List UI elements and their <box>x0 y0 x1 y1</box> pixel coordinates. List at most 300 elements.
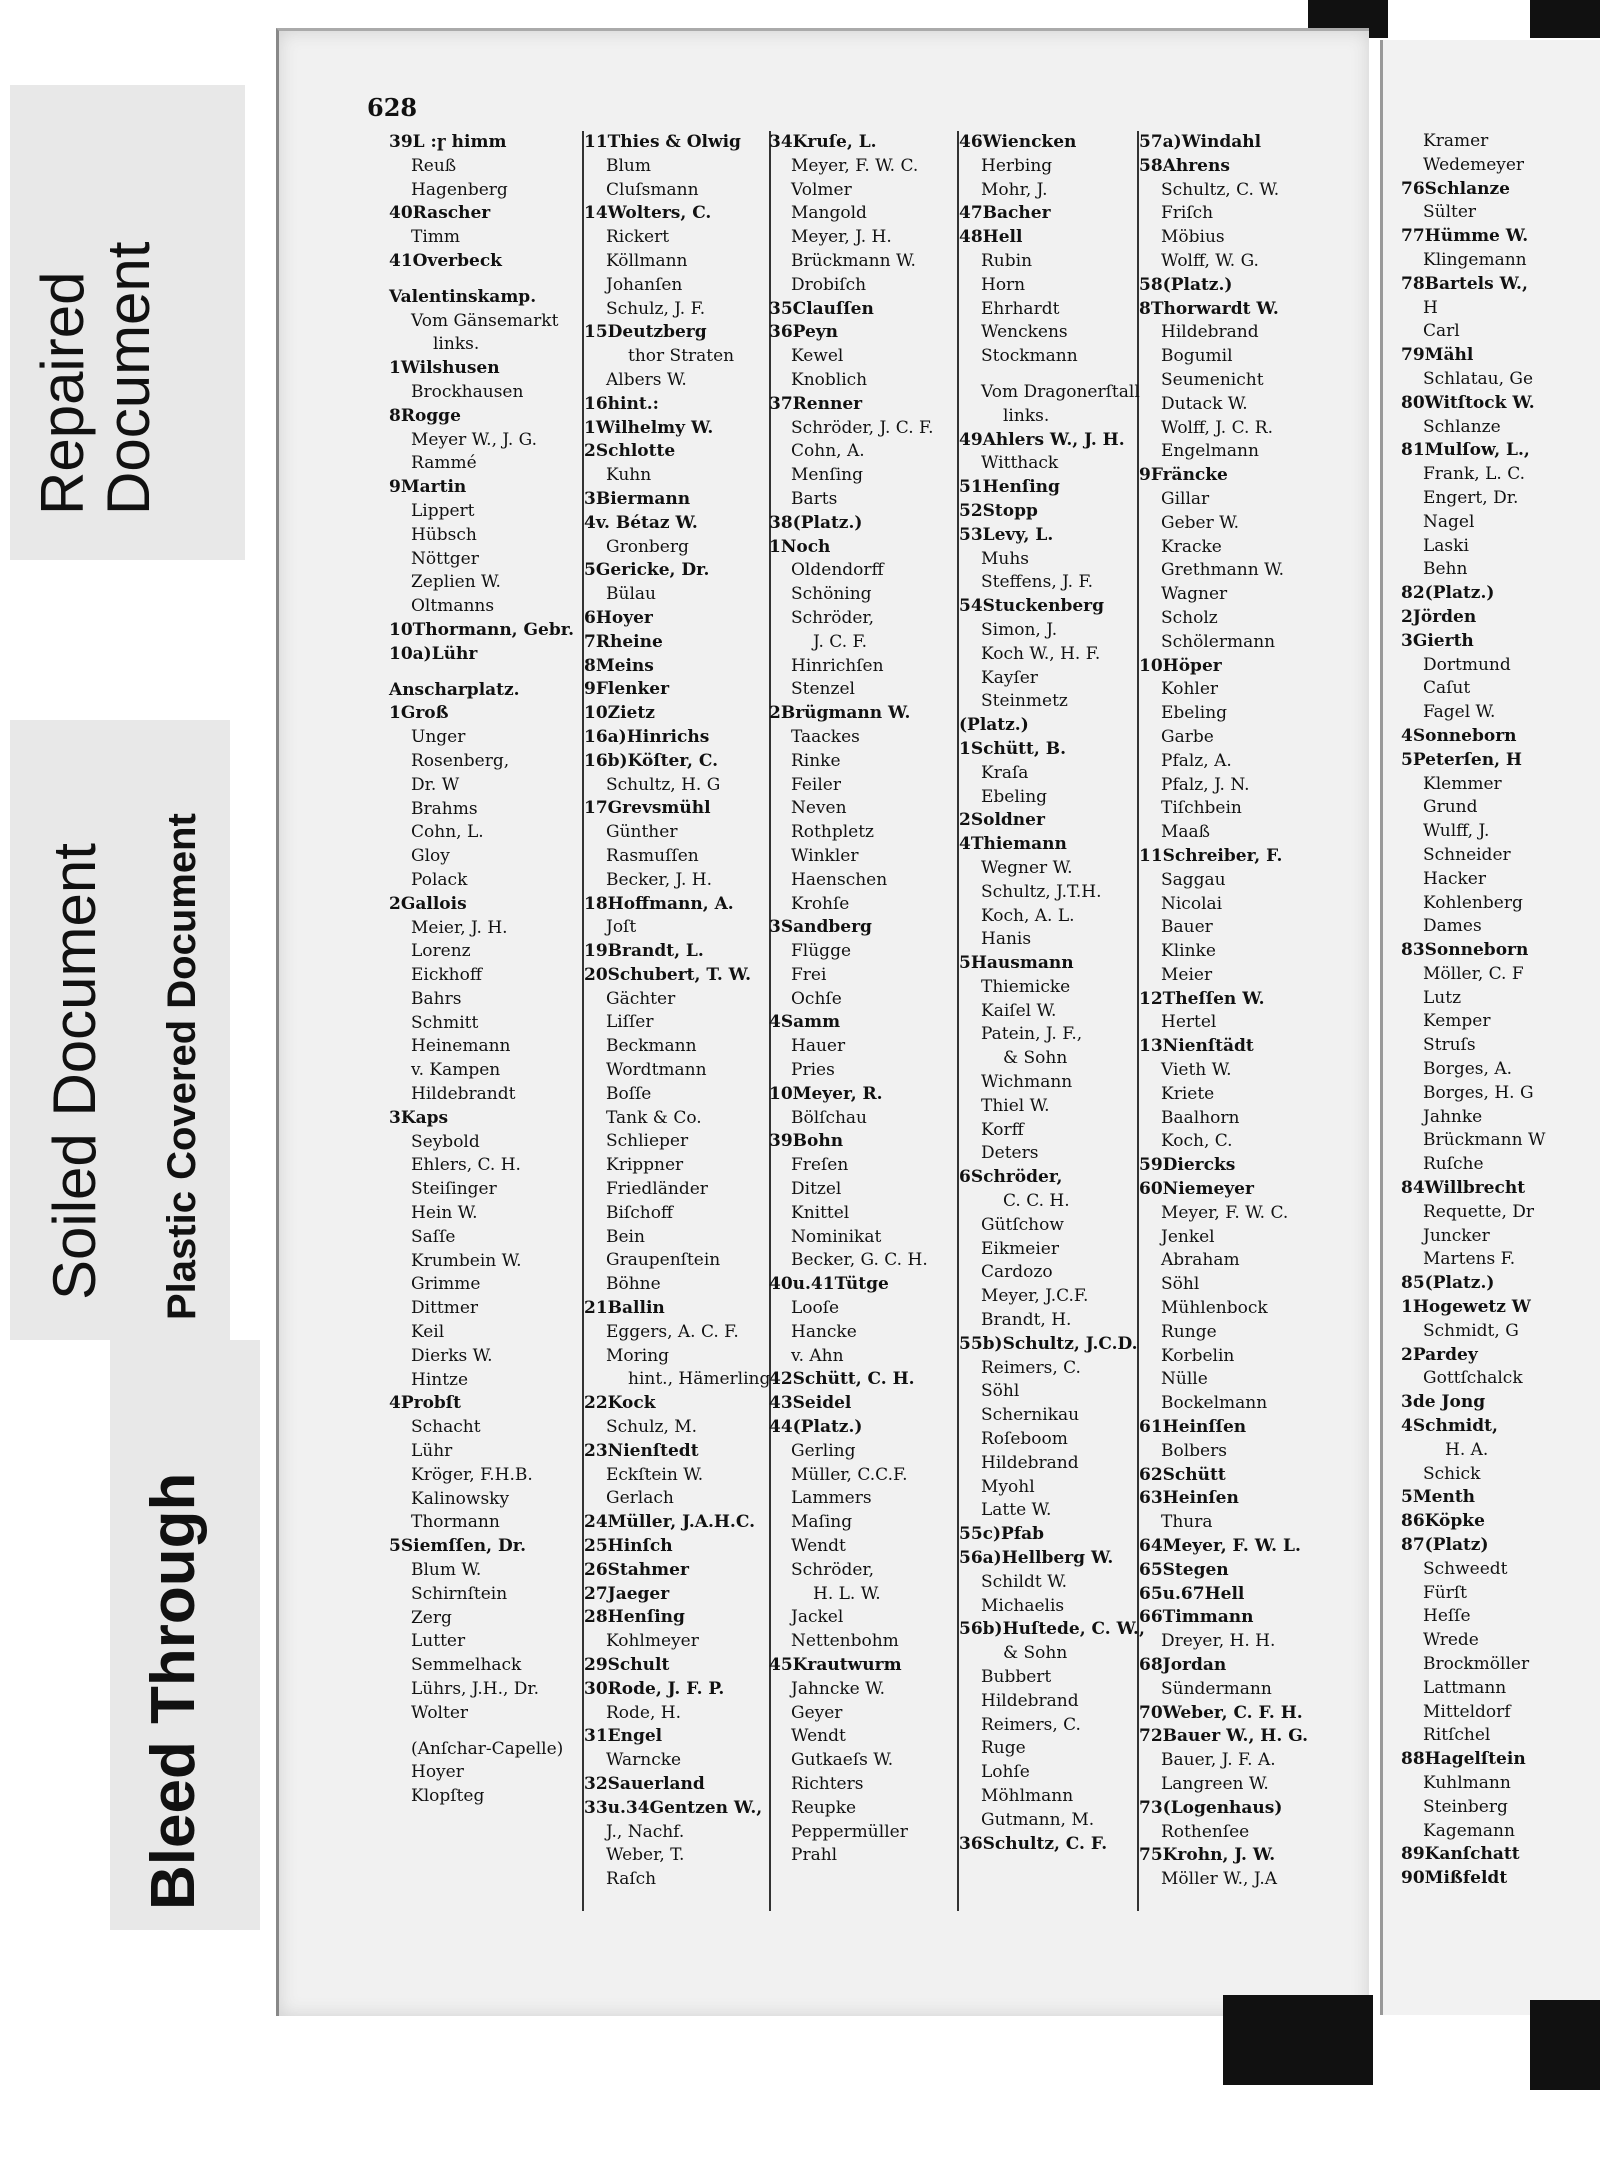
directory-entry: Struſs <box>1423 1035 1476 1056</box>
directory-entry: 34Kruſe, L. <box>769 132 877 152</box>
directory-entry: 1Hogewetz W <box>1401 1297 1531 1318</box>
binder-clip-bottom-right <box>1530 2000 1600 2090</box>
directory-entry: v. Ahn <box>791 1345 844 1366</box>
directory-entry: Albers W. <box>606 369 687 390</box>
directory-entry: 1Wilshusen <box>389 358 500 379</box>
directory-entry: Meyer W., J. G. <box>411 429 538 450</box>
directory-entry: Graupenſtein <box>606 1250 721 1271</box>
directory-entry: Reimers, C. <box>981 1357 1081 1378</box>
directory-entry: Barts <box>791 488 838 509</box>
directory-entry: Mangold <box>791 203 867 224</box>
directory-entry: 17Grevsmühl <box>584 798 711 819</box>
directory-entry: Brandt, H. <box>981 1310 1072 1331</box>
directory-entry: Wolff, J. C. R. <box>1161 417 1273 438</box>
directory-entry: 87(Platz) <box>1401 1535 1489 1556</box>
directory-entry: Schneider <box>1423 844 1511 865</box>
directory-entry: Sülter <box>1423 202 1477 223</box>
directory-entry: hint., Hämerling <box>628 1369 771 1390</box>
directory-entry: 68Jordan <box>1139 1655 1227 1675</box>
directory-entry: Kayſer <box>981 667 1038 688</box>
directory-entry: Abraham <box>1161 1250 1240 1271</box>
directory-entry: Semmelhack <box>411 1655 522 1676</box>
directory-entry: Hildebrand <box>981 1690 1079 1711</box>
directory-entry: Klinke <box>1161 941 1216 962</box>
directory-entry: Klopſteg <box>411 1786 485 1807</box>
directory-entry: 11Schreiber, F. <box>1139 845 1283 866</box>
directory-entry: 8Meins <box>584 655 654 676</box>
directory-entry: Gütſchow <box>981 1214 1064 1235</box>
directory-entry: 53Levy, L. <box>959 524 1054 545</box>
directory-entry: 3de Jong <box>1401 1392 1486 1413</box>
directory-entry: 59Diercks <box>1139 1155 1236 1176</box>
directory-entry: Warncke <box>606 1750 682 1771</box>
directory-entry: Schölermann <box>1161 631 1276 652</box>
directory-entry: Wichmann <box>981 1072 1073 1093</box>
directory-entry: Maaß <box>1161 822 1211 843</box>
directory-entry: 10Thormann, Gebr. <box>389 619 575 640</box>
directory-entry: Runge <box>1161 1321 1217 1342</box>
directory-entry: Mitteldorf <box>1423 1701 1511 1722</box>
directory-entry: Schmitt <box>411 1012 479 1033</box>
directory-entry: Juncker <box>1423 1225 1490 1246</box>
directory-entry: Gerling <box>791 1440 856 1461</box>
directory-entry: Kraſa <box>981 762 1029 783</box>
directory-entry: Haenschen <box>791 869 888 890</box>
directory-entry: Wenckens <box>981 322 1068 343</box>
directory-entry: Kröger, F.H.B. <box>411 1464 533 1485</box>
directory-entry: 36Schultz, C. F. <box>959 1833 1108 1854</box>
directory-entry: 15Deutzberg <box>584 322 707 343</box>
directory-entry: Neven <box>791 798 847 819</box>
directory-entry: 89Kanſchatt <box>1401 1844 1520 1865</box>
directory-entry: Ebeling <box>1161 703 1228 724</box>
directory-entry: 24Müller, J.A.H.C. <box>584 1512 756 1533</box>
directory-entry: Lutz <box>1423 987 1462 1008</box>
directory-entry: Nicolai <box>1161 893 1223 914</box>
directory-entry: Jahncke W. <box>791 1678 886 1699</box>
directory-entry: Laski <box>1423 535 1469 556</box>
directory-entry: 2Schlotte <box>584 441 676 462</box>
directory-entry: 3Sandberg <box>769 917 872 938</box>
directory-entry: Lippert <box>411 500 475 521</box>
directory-entry: Koch W., H. F. <box>981 643 1101 664</box>
directory-entry: Rinke <box>791 750 841 771</box>
directory-entry: 1Schütt, B. <box>959 738 1067 759</box>
directory-entry: Hagenberg <box>411 179 508 200</box>
directory-entry: Heinemann <box>411 1036 511 1057</box>
directory-entry: Bein <box>606 1226 645 1247</box>
directory-entry: Dreyer, H. H. <box>1161 1631 1276 1652</box>
directory-entry: Polack <box>411 869 468 890</box>
directory-entry: Eggers, A. C. F. <box>606 1321 739 1342</box>
directory-entry: 10Höper <box>1139 655 1222 676</box>
directory-entry: Thiemicke <box>981 976 1071 997</box>
directory-entry: Hacker <box>1423 868 1486 889</box>
directory-entry: Unger <box>411 727 466 748</box>
directory-entry: 9Martin <box>389 477 467 498</box>
directory-column-3 <box>769 131 954 1868</box>
directory-entry: Heſſe <box>1423 1606 1471 1627</box>
directory-entry: Martens F. <box>1423 1249 1516 1270</box>
directory-entry: Bülau <box>606 584 656 605</box>
directory-entry: Reuß <box>411 155 457 176</box>
directory-entry: Rasmuſſen <box>606 845 699 866</box>
directory-entry: (Anſchar-Capelle) <box>411 1738 564 1759</box>
directory-entry: Richters <box>791 1773 864 1794</box>
directory-entry: 28Henſing <box>584 1607 685 1628</box>
directory-entry: C. C. H. <box>1003 1191 1070 1212</box>
directory-entry: Krippner <box>606 1155 684 1176</box>
directory-entry: Mühlenbock <box>1161 1298 1268 1319</box>
directory-entry: 5Peterſen, H <box>1401 749 1522 770</box>
directory-entry: Thiel W. <box>981 1095 1050 1116</box>
directory-entry: Gächter <box>606 988 676 1009</box>
directory-entry: Schröder, <box>791 1559 875 1580</box>
directory-entry: Koch, A. L. <box>981 905 1075 926</box>
directory-entry: 14Wolters, C. <box>584 203 712 224</box>
directory-entry: 58Ahrens <box>1139 155 1230 176</box>
directory-entry: 2Brügmann W. <box>769 703 911 724</box>
directory-entry: Lühr <box>411 1441 453 1462</box>
bleed-through-label <box>110 1340 260 1930</box>
directory-entry: Rode, H. <box>606 1702 682 1723</box>
directory-entry: Rothenſee <box>1161 1821 1250 1842</box>
directory-entry: Krumbein W. <box>411 1250 522 1271</box>
directory-entry: Jenkel <box>1161 1226 1215 1247</box>
directory-entry: 38(Platz.) <box>769 512 863 533</box>
directory-entry: Simon, J. <box>981 619 1058 640</box>
directory-entry: Lohſe <box>981 1762 1030 1783</box>
directory-entry: Wolter <box>411 1702 469 1723</box>
directory-entry: Roſeboom <box>981 1429 1068 1450</box>
directory-entry: 65u.67Hell <box>1139 1583 1245 1604</box>
directory-entry: Frei <box>791 964 827 985</box>
directory-entry: & Sohn <box>1003 1048 1068 1069</box>
directory-entry: 75Krohn, J. W. <box>1139 1845 1276 1866</box>
directory-entry: Dierks W. <box>411 1345 493 1366</box>
directory-entry: 2Gallois <box>389 893 467 914</box>
directory-entry: Schildt W. <box>981 1571 1068 1592</box>
directory-entry: 84Willbrecht <box>1401 1178 1526 1199</box>
directory-entry: Scholz <box>1161 607 1218 628</box>
directory-entry: 16b)Köſter, C. <box>584 750 719 771</box>
directory-entry: Wrede <box>1423 1630 1479 1651</box>
directory-entry: Requette, Dr <box>1423 1201 1535 1222</box>
directory-entry: Zerg <box>411 1607 452 1628</box>
binder-clip-right-top <box>1530 0 1600 38</box>
directory-entry: 41Overbeck <box>389 250 502 271</box>
directory-entry: Böhne <box>606 1274 661 1295</box>
directory-entry: 10a)Lühr <box>389 643 478 664</box>
directory-entry: Lammers <box>791 1488 872 1509</box>
directory-entry: Schirnſtein <box>411 1583 508 1604</box>
directory-entry: 43Seidel <box>769 1393 852 1414</box>
directory-entry: Dittmer <box>411 1298 479 1319</box>
directory-entry: Hertel <box>1161 1012 1217 1033</box>
directory-entry: Pfalz, J. N. <box>1161 774 1250 795</box>
plastic-covered-label-text: Plastic Covered Document <box>160 813 204 1320</box>
directory-entry: Peppermüller <box>791 1821 908 1842</box>
directory-entry: Meyer, F. W. C. <box>791 155 919 176</box>
directory-entry: 3Kaps <box>389 1107 449 1128</box>
directory-entry: Meier <box>1161 964 1213 985</box>
directory-entry: Rubin <box>981 250 1033 271</box>
directory-entry: Steinmetz <box>981 691 1068 712</box>
directory-entry: Borges, H. G <box>1423 1082 1534 1103</box>
directory-entry: Looſe <box>791 1298 840 1319</box>
directory-entry: Latte W. <box>981 1500 1052 1521</box>
directory-entry: Schultz, C. W. <box>1161 179 1280 200</box>
directory-entry: 1Wilhelmy W. <box>584 417 714 438</box>
directory-entry: Wendt <box>791 1726 846 1747</box>
directory-entry: 5Hausmann <box>959 953 1074 974</box>
directory-entry: Hanis <box>981 929 1032 950</box>
directory-entry: Wolff, W. G. <box>1161 250 1259 271</box>
directory-entry: Myohl <box>981 1476 1035 1497</box>
directory-column-2 <box>584 131 771 1892</box>
directory-entry: Grund <box>1423 797 1478 818</box>
directory-entry: 4Probſt <box>389 1393 461 1414</box>
directory-entry: Kaiſel W. <box>981 1000 1057 1021</box>
directory-entry: Kohlmeyer <box>606 1631 699 1652</box>
directory-entry: Dr. W <box>411 774 460 795</box>
directory-entry: Wedemeyer <box>1423 154 1525 175</box>
directory-entry: 12Theſſen W. <box>1139 988 1265 1009</box>
directory-entry: H. L. W. <box>813 1583 881 1604</box>
directory-entry: 21Ballin <box>584 1298 665 1319</box>
directory-entry: Gloy <box>411 846 450 867</box>
directory-entry: Wulff, J. <box>1423 821 1490 842</box>
directory-entry: Liſſer <box>606 1012 654 1033</box>
directory-column-5 <box>1139 131 1354 1892</box>
directory-entry: Blum <box>606 155 651 176</box>
directory-entry: 1Noch <box>769 536 831 557</box>
directory-entry: Caſut <box>1423 678 1471 699</box>
directory-entry: Ditzel <box>791 1179 842 1200</box>
directory-entry: 45Krautwurm <box>769 1655 902 1675</box>
directory-entry: Friedländer <box>606 1179 708 1200</box>
directory-entry: 39Bohn <box>769 1131 844 1152</box>
directory-entry: 36Peyn <box>769 322 839 343</box>
directory-entry: Kohlenberg <box>1423 892 1523 913</box>
directory-entry: Eickhoff <box>411 965 482 986</box>
directory-entry: Gutmann, M. <box>981 1809 1095 1830</box>
directory-entry: Dames <box>1423 916 1482 937</box>
directory-entry: 4v. Bétaz W. <box>584 512 698 533</box>
directory-entry: Bogumil <box>1161 346 1233 367</box>
directory-entry: Garbe <box>1161 726 1214 747</box>
directory-entry: Bahrs <box>411 988 462 1009</box>
directory-entry: Stockmann <box>981 346 1078 367</box>
directory-entry: 88Hagelſtein <box>1401 1749 1526 1770</box>
directory-entry: Bockelmann <box>1161 1393 1268 1414</box>
directory-entry: Möhlmann <box>981 1785 1074 1806</box>
repaired-label-line2: Document <box>95 241 162 515</box>
directory-entry: Reupke <box>791 1797 857 1818</box>
directory-entry: Pfalz, A. <box>1161 750 1232 771</box>
directory-entry: Möbius <box>1161 227 1225 248</box>
directory-entry: Lattmann <box>1423 1677 1507 1698</box>
directory-entry: Tiſchbein <box>1161 798 1242 819</box>
directory-entry: 48Hell <box>959 227 1023 248</box>
directory-entry: 9Fräncke <box>1139 465 1228 486</box>
soiled-document-label <box>10 720 230 1340</box>
directory-entry: Ruſche <box>1423 1154 1484 1175</box>
directory-entry: J., Nachf. <box>606 1821 685 1842</box>
directory-entry: Köllmann <box>606 250 688 271</box>
directory-entry: 57a)Windahl <box>1139 132 1262 152</box>
directory-entry: Hein W. <box>411 1203 478 1224</box>
directory-entry: Jahnke <box>1423 1106 1483 1127</box>
directory-entry: Witthack <box>981 453 1059 474</box>
directory-entry: 4Samm <box>769 1012 841 1033</box>
directory-entry: Feiler <box>791 774 841 795</box>
directory-entry: Knittel <box>791 1202 850 1223</box>
directory-entry: Friſch <box>1161 203 1214 224</box>
directory-entry: Michaelis <box>981 1595 1065 1616</box>
directory-entry: Dutack W. <box>1161 393 1248 414</box>
directory-entry: 42Schütt, C. H. <box>769 1369 915 1390</box>
directory-entry: Patein, J. F., <box>981 1024 1083 1045</box>
directory-entry: & Sohn <box>1003 1643 1068 1664</box>
directory-entry: 20Schubert, T. W. <box>584 964 752 985</box>
directory-entry: Ochſe <box>791 988 842 1009</box>
directory-entry: 80Witſtock W. <box>1401 392 1535 413</box>
directory-entry: 46Wiencken <box>959 132 1077 152</box>
directory-entry: Bolbers <box>1161 1440 1227 1461</box>
directory-entry: H. A. <box>1445 1439 1489 1460</box>
directory-entry: links. <box>433 334 480 355</box>
directory-entry: Wegner W. <box>981 857 1073 878</box>
directory-entry: 2Soldner <box>959 810 1045 831</box>
directory-entry: Pries <box>791 1060 835 1081</box>
directory-entry: Lutter <box>411 1631 466 1652</box>
directory-entry: Kracke <box>1161 536 1222 557</box>
directory-entry: Koch, C. <box>1161 1131 1233 1152</box>
directory-entry: 61Heinſſen <box>1139 1417 1247 1438</box>
directory-entry: Ebeling <box>981 786 1048 807</box>
scanned-page-area <box>268 0 1600 2177</box>
soiled-label-text: Soiled Document <box>41 843 108 1300</box>
directory-entry: 26Stahmer <box>584 1559 689 1580</box>
directory-entry: Gottſchalck <box>1423 1368 1523 1389</box>
directory-entry: 70Weber, C. F. H. <box>1139 1702 1303 1723</box>
directory-entry: Fürſt <box>1423 1582 1467 1603</box>
facing-page-edge <box>1380 40 1600 2015</box>
directory-entry: (Platz.) <box>959 715 1029 736</box>
directory-entry: Timm <box>411 227 461 248</box>
directory-entry: Oldendorff <box>791 560 884 581</box>
directory-entry: Flügge <box>791 941 852 962</box>
directory-entry: Vom Gänsemarkt <box>411 310 559 331</box>
directory-entry: Grethmann W. <box>1161 560 1285 581</box>
directory-entry: 62Schütt <box>1139 1464 1226 1485</box>
directory-entry: Blum W. <box>411 1560 482 1581</box>
directory-entry: 51Henſing <box>959 477 1060 498</box>
directory-entry: 16hint.: <box>584 393 659 414</box>
directory-entry: Schacht <box>411 1417 481 1438</box>
directory-entry: 5Siemſſen, Dr. <box>389 1536 527 1557</box>
directory-entry: 82(Platz.) <box>1401 583 1495 604</box>
directory-entry: Zeplien W. <box>411 572 501 593</box>
directory-entry: 85(Platz.) <box>1401 1273 1495 1294</box>
directory-entry: Bauer <box>1161 917 1213 938</box>
directory-entry: Ritſchel <box>1423 1725 1491 1746</box>
directory-entry: Saſſe <box>411 1226 456 1247</box>
directory-entry: Meyer, J. H. <box>791 227 892 248</box>
directory-entry: Kewel <box>791 346 844 367</box>
directory-entry: 65Stegen <box>1139 1559 1229 1580</box>
directory-entry: 56b)Huſtede, C. W., <box>959 1619 1145 1640</box>
directory-entry: 9Flenker <box>584 679 670 700</box>
directory-entry: Klemmer <box>1423 773 1502 794</box>
directory-entry: Brockhausen <box>411 381 524 402</box>
directory-entry: 32Sauerland <box>584 1773 705 1794</box>
directory-entry: Lorenz <box>411 941 471 962</box>
directory-entry: Söhl <box>1161 1274 1200 1295</box>
directory-entry: 76Schlanze <box>1401 178 1510 199</box>
directory-entry: Schmidt, G <box>1423 1320 1519 1341</box>
directory-entry: Hinrichſen <box>791 655 884 676</box>
directory-entry: Boſſe <box>606 1083 652 1104</box>
directory-entry: Müller, C.C.F. <box>791 1464 908 1485</box>
directory-entry: Wagner <box>1161 584 1228 605</box>
directory-entry: Muhs <box>981 548 1030 569</box>
directory-entry: Rothpletz <box>791 822 874 843</box>
directory-entry: Brückmann W. <box>791 250 916 271</box>
directory-page <box>276 28 1369 2016</box>
directory-entry: Möller W., J.A <box>1161 1869 1277 1890</box>
directory-entry: Jackel <box>791 1607 844 1628</box>
directory-entry: 30Rode, J. F. P. <box>584 1678 725 1699</box>
directory-entry: Brahms <box>411 798 478 819</box>
directory-entry: Winkler <box>791 845 859 866</box>
directory-entry: 13Nienſtädt <box>1139 1036 1254 1057</box>
directory-entry: 33u.34Gentzen W., <box>584 1797 763 1818</box>
directory-entry: Gronberg <box>606 536 689 557</box>
directory-entry: Schernikau <box>981 1405 1080 1426</box>
directory-entry: 4Schmidt, <box>1401 1416 1498 1437</box>
directory-entry: Sündermann <box>1161 1678 1272 1699</box>
directory-entry: Rickert <box>606 227 670 248</box>
directory-entry: Meier, J. H. <box>411 917 508 938</box>
directory-entry: 23Nienſtedt <box>584 1440 699 1461</box>
directory-entry: Rosenberg, <box>411 750 510 771</box>
directory-entry: Bölſchau <box>791 1107 868 1128</box>
directory-entry: Langreen W. <box>1161 1773 1269 1794</box>
directory-entry: Schlanze <box>1423 416 1501 437</box>
directory-entry: Hoyer <box>411 1762 464 1783</box>
directory-entry: Schulz, J. F. <box>606 298 706 319</box>
directory-entry: 19Brandt, L. <box>584 941 704 962</box>
directory-entry: 25Hinſch <box>584 1536 673 1557</box>
directory-entry: 37Renner <box>769 393 863 414</box>
directory-entry: Schick <box>1423 1463 1481 1484</box>
directory-entry: Reimers, C. <box>981 1714 1081 1735</box>
directory-entry: Eckſtein W. <box>606 1464 704 1485</box>
directory-entry: Herbing <box>981 155 1053 176</box>
directory-entry: Hildebrand <box>1161 322 1259 343</box>
directory-entry: 10Meyer, R. <box>769 1083 883 1104</box>
directory-entry: 7Rheine <box>584 631 663 652</box>
directory-entry: 29Schult <box>584 1655 670 1675</box>
directory-entry: Wordtmann <box>606 1060 707 1081</box>
directory-entry: Grimme <box>411 1274 481 1295</box>
directory-entry: Gutkaeſs W. <box>791 1750 894 1771</box>
directory-column-4 <box>959 131 1144 1856</box>
directory-entry <box>959 369 1144 381</box>
directory-entry: Möller, C. F <box>1423 963 1524 984</box>
